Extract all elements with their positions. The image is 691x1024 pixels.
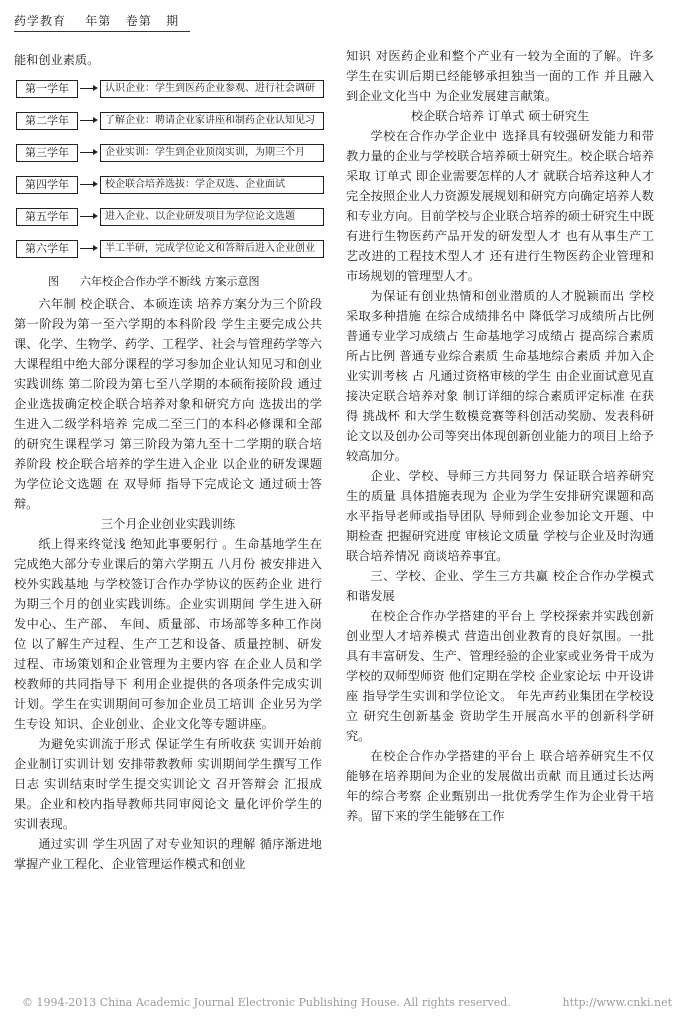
paragraph: 在校企合作办学搭建的平台上 学校探索并实践创新创业型人才培养模式 营造出创业教育的良好氛围。一批具有丰富研发、生产、管理经验的企业家或业务骨干成为学校的双师型师资 他们定期在学校 企业家论坛 中开设讲座 指导学生实训和学位论文。 年先声药业集团在学校设立 研究生创新基金 资助学生开展高水平的创新科学研究。 <box>346 609 654 743</box>
program-diagram <box>14 76 322 294</box>
arrow-right-icon <box>80 216 96 217</box>
copyright-text: © 1994-2013 China Academic Journal Electronic Publishing House. All rights reserved. <box>22 996 511 1009</box>
diagram-row <box>14 176 322 194</box>
arrow-right-icon <box>80 152 96 153</box>
diagram-row <box>14 112 322 130</box>
footer-url: http://www.cnki.net <box>562 996 672 1009</box>
section-heading: 三、学校、企业、学生三方共赢 校企合作办学模式和谐发展 <box>346 569 654 603</box>
paragraph: 纸上得来终觉浅 绝知此事要躬行 。生命基地学生在完成绝大部分专业课后的第六学期五 八月份 被安排进入校外实践基地 与学校签订合作办学协议的医药企业 进行为期三个月的创业实践训练。企业实训期间 学生进入研发中心、生产部、 车间、质量部、市场部等多种工作岗位 以了解生产过程、生产工艺和设备、质量控制、研发过程、市场策划和企业管理为主要内容 在企业人员和学校教师的共同指导下 利用企业提供的各项条件完成实训计划。学生在实训期间可参加企业员工培训 企业另为学生专设 知识、企业创业、企业文化等专题讲座。 <box>14 537 322 731</box>
paragraph: 通过实训 学生巩固了对专业知识的理解 循序渐进地掌握产业工程化、企业管理运作模式和创业 <box>14 837 322 871</box>
diagram-row <box>14 144 322 162</box>
arrow-right-icon <box>80 120 96 121</box>
copyright-footer <box>22 996 672 1009</box>
paragraph: 为避免实训流于形式 保证学生有所收获 实训开始前 企业制订实训计划 安排带教教师 实训期间学生撰写工作日志 实训结束时学生提交实训论文 召开答辩会 汇报成果。企业和校内指导教师共同审阅论文 量化评价学生的实训表现。 <box>14 737 322 831</box>
running-header: 药学教育 年第 卷第 期 <box>14 12 190 32</box>
diagram-row <box>14 208 322 226</box>
diagram-desc-box: 校企联合培养选拔：学企双选、企业面试 <box>100 176 324 194</box>
arrow-right-icon <box>80 88 96 89</box>
arrow-right-icon <box>80 184 96 185</box>
diagram-year-box: 第六学年 <box>16 240 78 258</box>
diagram-row <box>14 240 322 258</box>
diagram-year-box: 第三学年 <box>16 144 78 162</box>
intro-text: 能和创业素质。 <box>14 53 100 67</box>
arrow-right-icon <box>80 248 96 249</box>
diagram-desc-box: 企业实训：学生到企业顶岗实训，为期三个月 <box>100 144 324 162</box>
diagram-desc-box: 半工半研，完成学位论文和答辩后进入企业创业 <box>100 240 324 258</box>
diagram-desc-box: 了解企业：聘请企业家讲座和制药企业认知见习 <box>100 112 324 130</box>
paragraph: 在校企合作办学搭建的平台上 联合培养研究生不仅能够在培养期间为企业的发展做出贡献 而且通过长达两年的综合考察 企业甄别出一批优秀学生作为企业骨干培养。留下来的学生能够在工作 <box>346 749 654 823</box>
section-heading: 校企联合培养 订单式 硕士研究生 <box>410 109 590 123</box>
diagram-year-box: 第二学年 <box>16 112 78 130</box>
paragraph: 企业、学校、导师三方共同努力 保证联合培养研究生的质量 具体措施表现为 企业为学生安排研究课题和高水平指导老师或指导团队 导师到企业参加论文开题、中期检查 把握研究进度 审核论文质量 学校与企业及时沟通联合培养情况 商谈培养事宜。 <box>346 469 654 563</box>
paragraph: 为保证有创业热情和创业潜质的人才脱颖而出 学校采取多种措施 在综合成绩排名中 降低学习成绩所占比例 普通专业学习成绩占 生命基地学习成绩占 提高综合素质所占比例 普通专业综合素质 生命基地综合素质 并加入企业实训考核 占 凡通过资格审核的学生 由企业面试意见直接决定联合培养对象 制订详细的综合素质评定标准 在获得 挑战杯 和大学生数模竞赛等科创活动奖励、发表科研论文以及创办公司等突出体现创新创业能力的项目上给予较高加分。 <box>346 289 654 463</box>
diagram-year-box: 第五学年 <box>16 208 78 226</box>
diagram-year-box: 第四学年 <box>16 176 78 194</box>
figure-caption: 图 六年校企合作办学不断线 方案示意图 <box>48 275 260 288</box>
left-column <box>14 50 322 874</box>
paragraph: 知识 对医药企业和整个产业有一较为全面的了解。许多学生在实训后期已经能够承担独当一面的工作 并且融入到企业文化当中 为企业发展建言献策。 <box>346 49 654 103</box>
paragraph: 学校在合作办学企业中 选择具有较强研发能力和带教力量的企业与学校联合培养硕士研究生。校企联合培养采取 订单式 即企业需要怎样的人才 就联合培养这种人才 完全按照企业人力资源发展规划和研究方向确定培养人数和专业方向。目前学校与企业联合培养的硕士研究生中既有进行生物医药产品开发的研发型人才 也有从事生产工艺改进的工程技术型人才 还有进行生物医药企业管理和市场规划的管理型人才。 <box>346 129 654 283</box>
paragraph: 六年制 校企联合、本硕连读 培养方案分为三个阶段 第一阶段为第一至六学期的本科阶段 学生主要完成公共课、化学、生物学、药学、工程学、社会与管理药学等六大课程组中绝大部分课程的学习参加企业认知见习和创业实践训练 第二阶段为第七至八学期的本硕衔接阶段 通过企业选拔确定校企联合培养对象和研究方向 选拔出的学生进入二级学科培养 完成二至三门的本科必修课和全部的研究生课程学习 第三阶段为第九至十二学期的联合培养阶段 校企联合培养的学生进入企业 以企业的研发课题为学位论文选题 在 双导师 指导下完成论文 通过硕士答辩。 <box>14 297 322 511</box>
right-column <box>346 46 654 826</box>
diagram-desc-box: 进入企业、以企业研发项目为学位论文选题 <box>100 208 324 226</box>
section-heading: 三个月企业创业实践训练 <box>100 517 236 531</box>
diagram-row <box>14 80 322 98</box>
diagram-year-box: 第一学年 <box>16 80 78 98</box>
diagram-desc-box: 认识企业：学生到医药企业参观、进行社会调研 <box>100 80 324 98</box>
